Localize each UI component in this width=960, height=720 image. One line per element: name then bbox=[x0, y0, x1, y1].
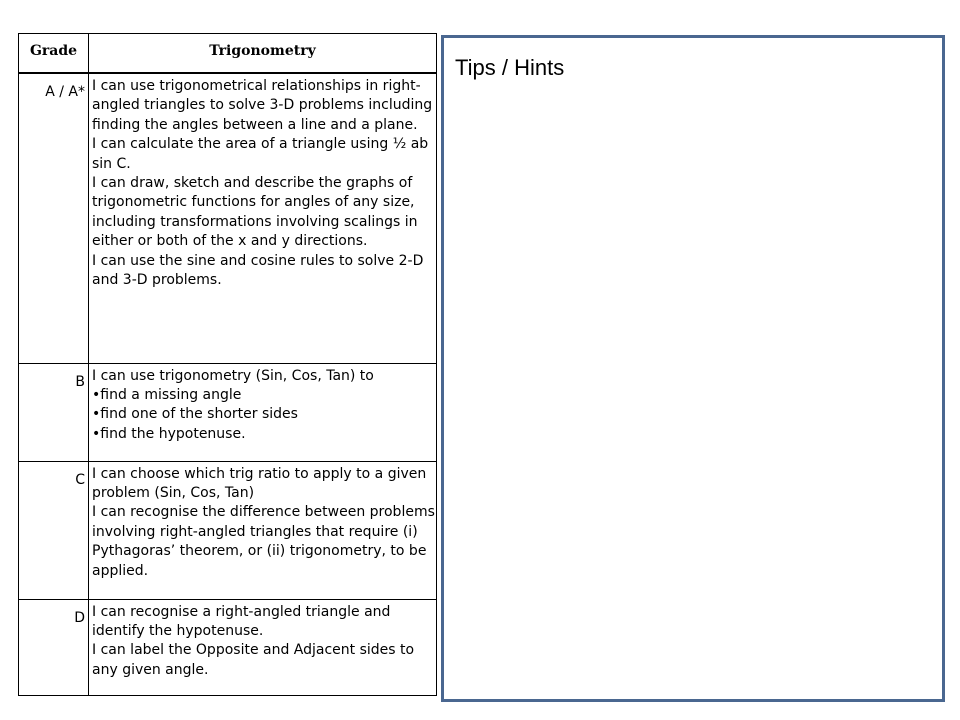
statement: I can use the sine and cosine rules to solve 2-D and 3-D problems. bbox=[92, 252, 424, 289]
bullet-item: • find one of the shorter sides bbox=[92, 405, 435, 424]
grade-header: Grade bbox=[19, 34, 89, 74]
grade-label: C bbox=[19, 461, 89, 599]
tips-hints-box bbox=[441, 35, 945, 702]
statement: I can use trigonometry (Sin, Cos, Tan) to bbox=[92, 367, 374, 384]
grade-label: D bbox=[19, 599, 89, 695]
grade-description bbox=[89, 461, 437, 599]
bullet-item: • find a missing angle bbox=[92, 386, 435, 405]
table-row bbox=[19, 73, 437, 363]
table-row bbox=[19, 599, 437, 695]
table-header-row bbox=[19, 34, 437, 74]
statement: I can draw, sketch and describe the graphs of trigonometric functions for angles of any size, including transformations involving scalings in either or both of the x and y directions. bbox=[92, 175, 418, 250]
statement: I can label the Opposite and Adjacent sides to any given angle. bbox=[92, 642, 415, 678]
statement: I can calculate the area of a triangle using ½ ab sin C. bbox=[92, 136, 429, 172]
statement: I can use trigonometrical relationships in right-angled triangles to solve 3-D problems including finding the angles between a line and a plane. bbox=[92, 78, 433, 133]
statement: I can choose which trig ratio to apply to a given problem (Sin, Cos, Tan) bbox=[92, 465, 427, 501]
grade-label: B bbox=[19, 363, 89, 461]
grade-description bbox=[89, 599, 437, 695]
statement: I can recognise the difference between problems involving right-angled triangles that require (i) Pythagoras’ theorem, or (ii) trigonometry, to be applied. bbox=[92, 504, 435, 579]
table-row bbox=[19, 461, 437, 599]
tips-hints-title: Tips / Hints bbox=[455, 55, 565, 80]
table-row bbox=[19, 363, 437, 461]
grade-table bbox=[18, 33, 437, 696]
statement: I can recognise a right-angled triangle and identify the hypotenuse. bbox=[92, 603, 391, 639]
bullet-item: • find the hypotenuse. bbox=[92, 425, 435, 444]
grade-label: A / A* bbox=[19, 73, 89, 363]
topic-header: Trigonometry bbox=[89, 34, 437, 74]
grade-description bbox=[89, 73, 437, 363]
grade-description bbox=[89, 363, 437, 461]
